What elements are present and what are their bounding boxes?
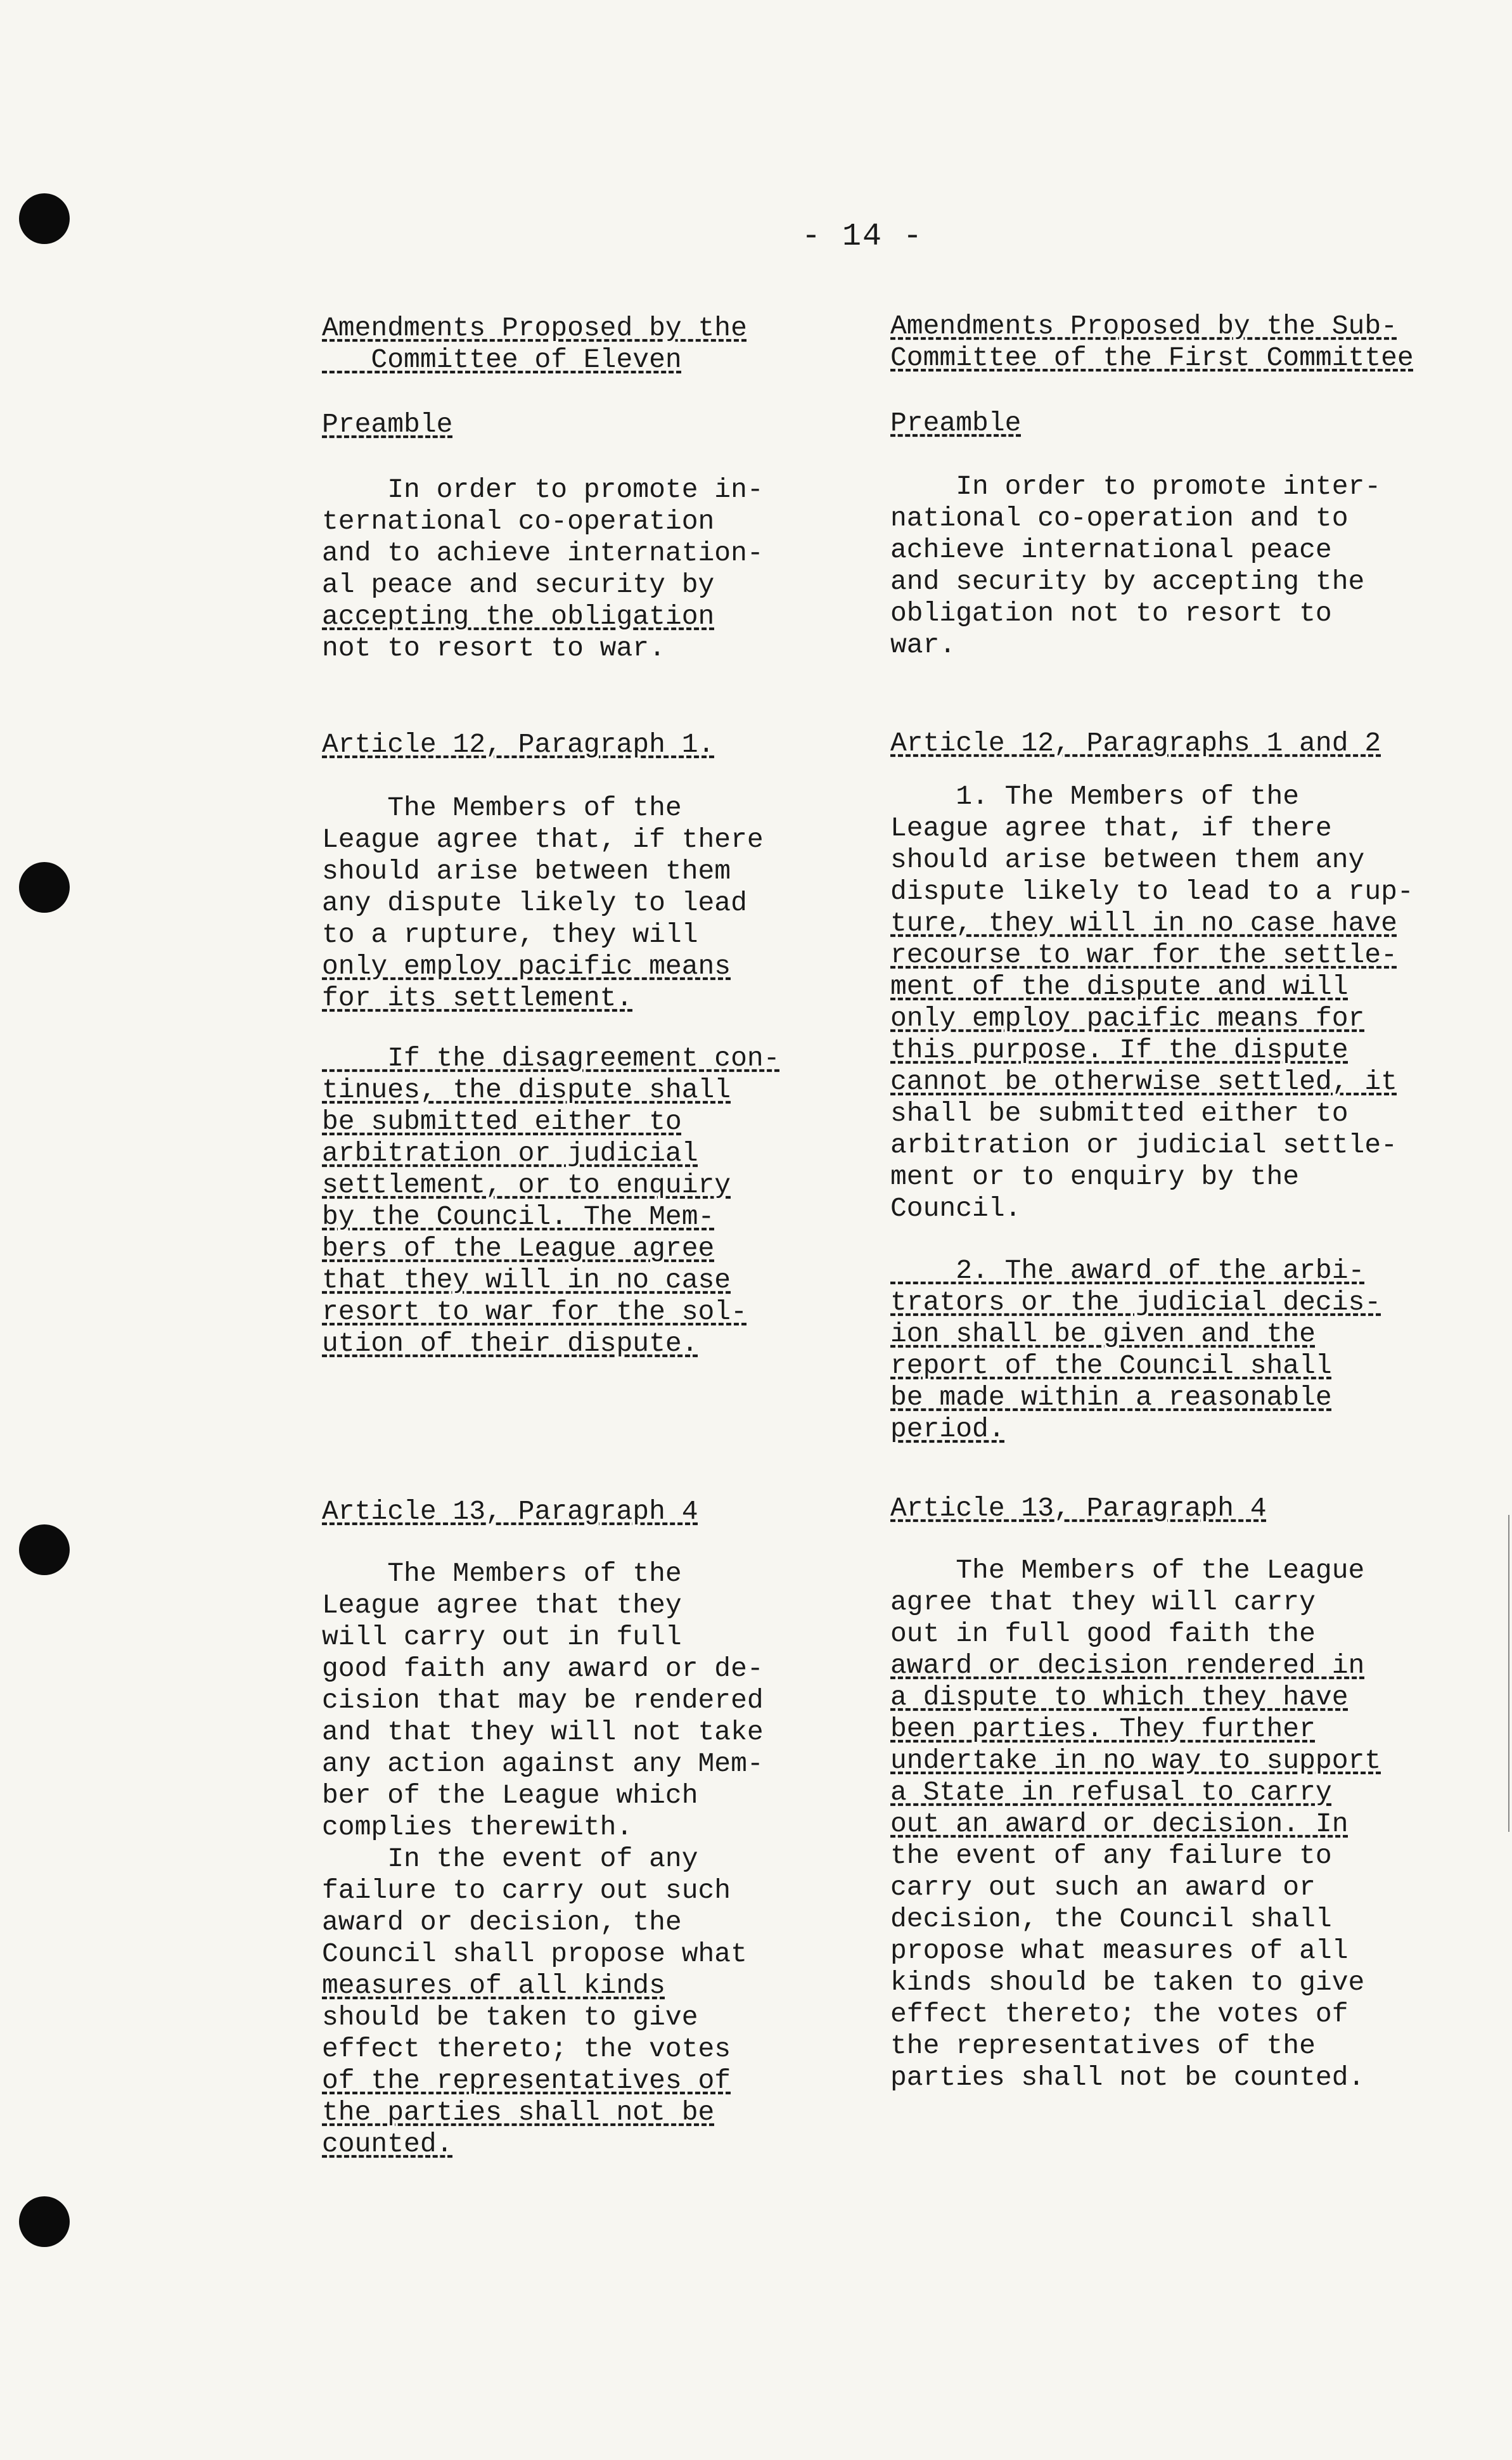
text-line: the representatives of the bbox=[890, 2030, 1316, 2061]
section-title: Article 12, Paragraph 1. bbox=[322, 729, 715, 760]
text-line: shall be submitted either to bbox=[890, 1098, 1349, 1129]
text-line: decision, the Council shall bbox=[890, 1903, 1332, 1935]
text-line: League agree that, if there bbox=[890, 813, 1332, 844]
text-line: The Members of the bbox=[322, 792, 682, 823]
text-line: cision that may be rendered bbox=[322, 1685, 764, 1716]
text-line: should arise between them bbox=[322, 856, 731, 887]
page-number: - 14 - bbox=[802, 219, 924, 255]
text-line: award or decision rendered in bbox=[890, 1650, 1365, 1681]
text-line: any action against any Mem- bbox=[322, 1748, 764, 1779]
text-line: measures of all kinds bbox=[322, 1970, 665, 2001]
text-line: If the disagreement con- bbox=[322, 1043, 780, 1074]
header-line: Committee of the First Committee bbox=[890, 342, 1414, 373]
left-art13-title bbox=[322, 1496, 698, 1528]
text-line: only employ pacific means for bbox=[890, 1003, 1365, 1034]
text-line: award or decision, the bbox=[322, 1907, 682, 1938]
text-line: the parties shall not be bbox=[322, 2097, 715, 2128]
text-line: 2. The award of the arbi- bbox=[890, 1255, 1365, 1286]
text-line: ion shall be given and the bbox=[890, 1318, 1316, 1349]
text-line: counted. bbox=[322, 2128, 453, 2160]
left-preamble-title bbox=[322, 409, 452, 441]
text-line: ternational co-operation bbox=[322, 506, 715, 537]
text-line: kinds should be taken to give bbox=[890, 1967, 1365, 1998]
text-line: Council. bbox=[890, 1193, 1022, 1224]
right-art13-title bbox=[890, 1493, 1267, 1524]
text-line: al peace and security by bbox=[322, 569, 715, 600]
section-title: Article 13, Paragraph 4 bbox=[890, 1493, 1267, 1524]
text-line: settlement, or to enquiry bbox=[322, 1169, 731, 1201]
text-line: League agree that, if there bbox=[322, 824, 764, 855]
text-line: The Members of the bbox=[322, 1558, 682, 1589]
text-line: agree that they will carry bbox=[890, 1587, 1316, 1618]
text-line: ber of the League which bbox=[322, 1780, 698, 1811]
text-line: In order to promote in- bbox=[322, 474, 764, 505]
text-line: not to resort to war. bbox=[322, 633, 665, 664]
section-title: Preamble bbox=[322, 409, 453, 440]
text-line: and to achieve internation- bbox=[322, 538, 764, 569]
text-line: accepting the obligation bbox=[322, 601, 715, 632]
text-line: ution of their dispute. bbox=[322, 1328, 698, 1359]
text-line: complies therewith. bbox=[322, 1812, 633, 1843]
text-line: dispute likely to lead to a rup- bbox=[890, 876, 1414, 907]
text-line: 1. The Members of the bbox=[890, 781, 1300, 812]
text-line: of the representatives of bbox=[322, 2065, 731, 2096]
text-line: trators or the judicial decis- bbox=[890, 1287, 1381, 1318]
text-line: good faith any award or de- bbox=[322, 1653, 764, 1684]
text-line: period. bbox=[890, 1414, 1005, 1445]
text-line: In order to promote inter- bbox=[890, 471, 1381, 502]
header-line: Committee of Eleven bbox=[322, 344, 682, 375]
right-art12-title bbox=[890, 728, 1381, 759]
text-line: League agree that they bbox=[322, 1590, 682, 1621]
text-line: only employ pacific means bbox=[322, 951, 731, 982]
section-title: Preamble bbox=[890, 408, 1022, 439]
page-edge-rule bbox=[1508, 1515, 1509, 1832]
text-line: report of the Council shall bbox=[890, 1350, 1332, 1381]
right-preamble-title bbox=[890, 408, 1021, 439]
header-line: Amendments Proposed by the Sub- bbox=[890, 311, 1397, 342]
text-line: recourse to war for the settle- bbox=[890, 939, 1397, 970]
text-line: achieve international peace bbox=[890, 534, 1332, 565]
left-art12-para1 bbox=[322, 792, 764, 1014]
text-line: been parties. They further bbox=[890, 1713, 1316, 1744]
punch-hole bbox=[19, 862, 70, 913]
text-line: In the event of any bbox=[322, 1843, 698, 1874]
right-column-header bbox=[890, 311, 1414, 374]
text-line: a State in refusal to carry bbox=[890, 1777, 1332, 1808]
right-preamble-text bbox=[890, 471, 1381, 661]
text-line: be submitted either to bbox=[322, 1106, 682, 1137]
right-art12-para2 bbox=[890, 1255, 1381, 1445]
text-line: the event of any failure to bbox=[890, 1840, 1332, 1871]
text-line: ture, they will in no case have bbox=[890, 908, 1397, 939]
text-line: effect thereto; the votes bbox=[322, 2033, 731, 2064]
text-line: any dispute likely to lead bbox=[322, 887, 747, 918]
text-line: arbitration or judicial bbox=[322, 1138, 698, 1169]
text-line: effect thereto; the votes of bbox=[890, 1999, 1349, 2030]
text-line: national co-operation and to bbox=[890, 503, 1349, 534]
right-art13-text bbox=[890, 1555, 1381, 2094]
text-line: carry out such an award or bbox=[890, 1872, 1316, 1903]
text-line: propose what measures of all bbox=[890, 1935, 1349, 1966]
left-art12-title bbox=[322, 729, 714, 761]
text-line: for its settlement. bbox=[322, 982, 633, 1014]
section-title: Article 12, Paragraphs 1 and 2 bbox=[890, 728, 1381, 759]
text-line: failure to carry out such bbox=[322, 1875, 731, 1906]
punch-hole bbox=[19, 1524, 70, 1575]
text-line: and that they will not take bbox=[322, 1716, 764, 1748]
text-line: should arise between them any bbox=[890, 844, 1365, 875]
section-title: Article 13, Paragraph 4 bbox=[322, 1496, 698, 1527]
text-line: out an award or decision. In bbox=[890, 1808, 1349, 1839]
text-line: will carry out in full bbox=[322, 1621, 682, 1652]
text-line: that they will in no case bbox=[322, 1265, 731, 1296]
text-line: ment or to enquiry by the bbox=[890, 1161, 1300, 1192]
punch-hole bbox=[19, 2196, 70, 2247]
text-line: The Members of the League bbox=[890, 1555, 1365, 1586]
text-line: Council shall propose what bbox=[322, 1938, 747, 1969]
text-line: be made within a reasonable bbox=[890, 1382, 1332, 1413]
text-line: war. bbox=[890, 629, 956, 660]
text-line: this purpose. If the dispute bbox=[890, 1034, 1349, 1066]
left-art12-para2 bbox=[322, 1043, 780, 1360]
text-line: resort to war for the sol- bbox=[322, 1296, 747, 1327]
text-line: by the Council. The Mem- bbox=[322, 1201, 715, 1232]
left-column-header bbox=[322, 312, 747, 376]
text-line: parties shall not be counted. bbox=[890, 2062, 1365, 2093]
text-line: cannot be otherwise settled, it bbox=[890, 1066, 1397, 1097]
text-line: to a rupture, they will bbox=[322, 919, 698, 950]
left-art13-text bbox=[322, 1558, 764, 2160]
text-line: and security by accepting the bbox=[890, 566, 1365, 597]
text-line: a dispute to which they have bbox=[890, 1682, 1349, 1713]
punch-hole bbox=[19, 193, 70, 244]
text-line: undertake in no way to support bbox=[890, 1745, 1381, 1776]
text-line: arbitration or judicial settle- bbox=[890, 1130, 1397, 1161]
text-line: bers of the League agree bbox=[322, 1233, 715, 1264]
header-line: Amendments Proposed by the bbox=[322, 312, 747, 344]
text-line: out in full good faith the bbox=[890, 1618, 1316, 1649]
text-line: tinues, the dispute shall bbox=[322, 1074, 731, 1105]
left-preamble-text bbox=[322, 474, 764, 664]
text-line: obligation not to resort to bbox=[890, 598, 1332, 629]
right-art12-para1 bbox=[890, 781, 1414, 1225]
text-line: should be taken to give bbox=[322, 2002, 698, 2033]
text-line: ment of the dispute and will bbox=[890, 971, 1349, 1002]
